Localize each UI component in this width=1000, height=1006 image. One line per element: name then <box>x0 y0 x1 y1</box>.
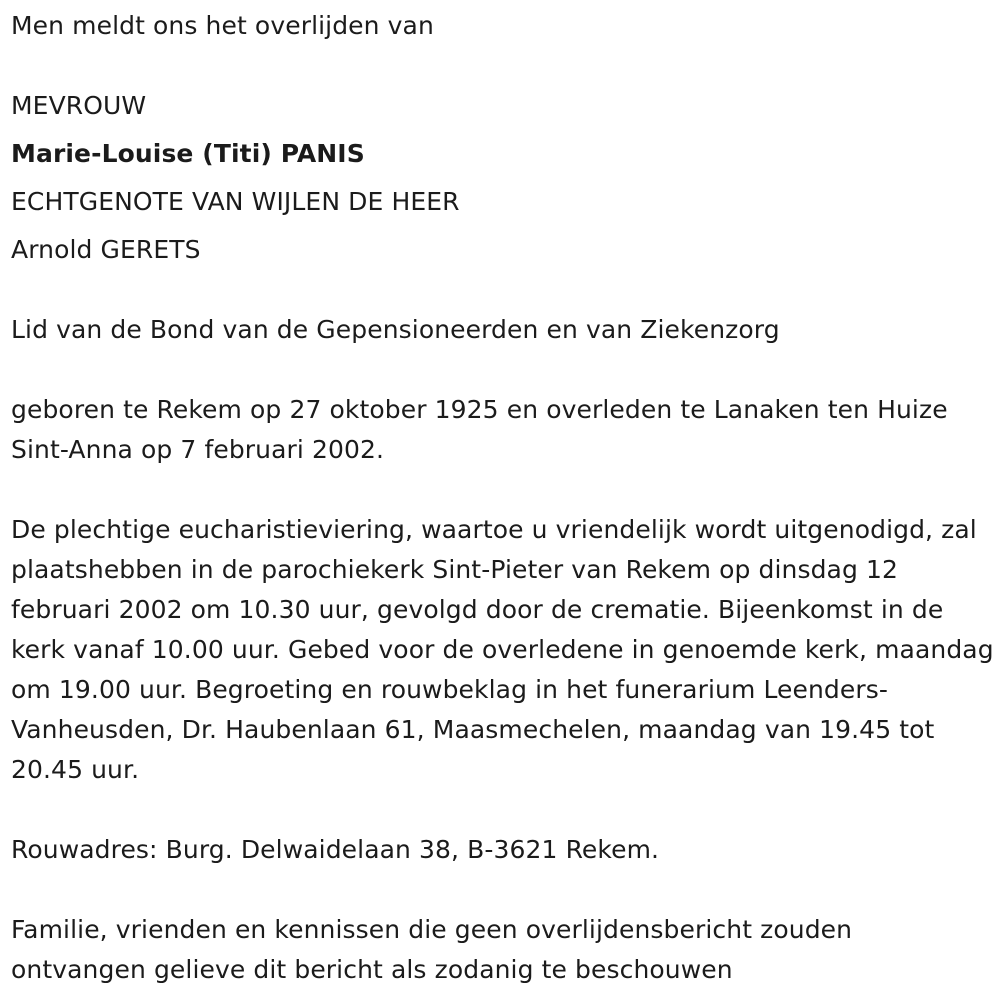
deceased-name: Marie-Louise (Titi) PANIS <box>11 139 365 168</box>
intro-text: Men meldt ons het overlijden van <box>11 11 434 40</box>
birth-death-paragraph: geboren te Rekem op 27 oktober 1925 en overleden te Lanaken ten Huize Sint-Anna op 7 februari 2002. <box>11 395 948 464</box>
membership-text: Lid van de Bond van de Gepensioneerden en van Ziekenzorg <box>11 315 780 344</box>
spouse-name: Arnold GERETS <box>11 235 201 264</box>
closing-paragraph: Familie, vrienden en kennissen die geen overlijdensbericht zouden ontvangen gelieve dit bericht als zodanig te beschouwen <box>11 915 853 984</box>
relation-text: ECHTGENOTE VAN WIJLEN DE HEER <box>11 187 460 216</box>
title-text: MEVROUW <box>11 91 147 120</box>
address-text: Rouwadres: Burg. Delwaidelaan 38, B-3621 Rekem. <box>11 835 660 864</box>
ceremony-paragraph: De plechtige eucharistieviering, waartoe u vriendelijk wordt uitgenodigd, zal plaatshebben in de parochiekerk Sint-Pieter van Rekem op dinsdag 12 februari 2002 om 10.30 uur, gevolgd door de crematie. Bijeenkomst in de kerk vanaf 10.00 uur. Gebed voor de overledene in genoemde kerk, maandag om 19.00 uur. Begroeting en rouwbeklag in het funerarium Leenders-Vanheusden, Dr. Haubenlaan 61, Maasmechelen, maandag van 19.45 tot 20.45 uur. <box>11 515 994 784</box>
